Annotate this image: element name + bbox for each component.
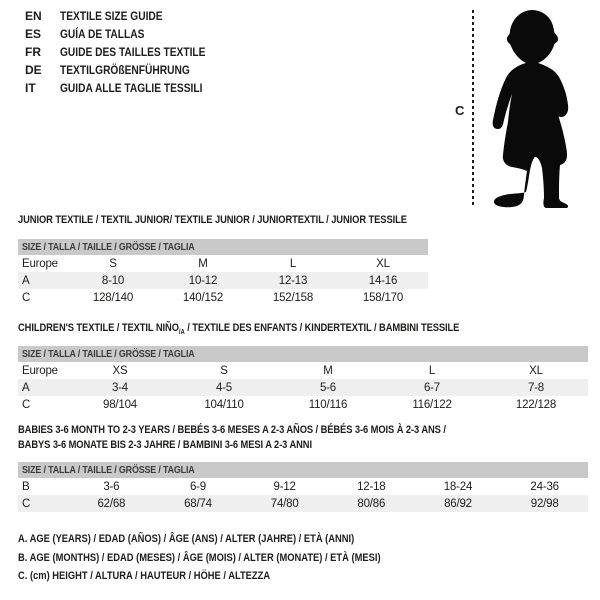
row-label: A: [22, 381, 30, 394]
size-cell: 3-4: [111, 381, 129, 394]
size-cell: XS: [112, 364, 128, 377]
size-cell: 86/92: [444, 497, 472, 510]
row-label: B: [22, 480, 30, 493]
size-cell: 10-12: [188, 274, 218, 287]
size-header-label: SIZE / TALLA / TAILLE / GRÖSSE / TAGLIA: [22, 464, 195, 476]
size-cell: 92/98: [530, 497, 559, 510]
size-cell: 12-18: [357, 480, 386, 493]
language-code: DE: [25, 63, 42, 77]
size-cell: M: [323, 364, 333, 377]
language-code: ES: [25, 27, 42, 41]
table-row: [18, 289, 428, 306]
legend-line-b: B. AGE (MONTHS) / EDAD (MESES) / ÂGE (MOIS) / ALTER (MONATE) / ETÀ (MESI): [18, 551, 381, 564]
language-code: EN: [25, 9, 42, 23]
size-cell: S: [109, 257, 117, 270]
row-label: A: [22, 274, 30, 287]
size-header-label: SIZE / TALLA / TAILLE / GRÖSSE / TAGLIA: [22, 241, 195, 253]
size-cell: 12-13: [278, 274, 308, 287]
row-label: C: [22, 291, 31, 304]
language-list: [25, 7, 231, 97]
junior-table-title: JUNIOR TEXTILE / TEXTIL JUNIOR/ TEXTILE JUNIOR / JUNIORTEXTIL / JUNIOR TESSILE: [18, 214, 407, 226]
children-size-table: [18, 346, 588, 413]
size-cell: 74/80: [270, 497, 299, 510]
size-cell: 116/122: [412, 398, 452, 411]
table-row: [18, 396, 588, 413]
table-row: [18, 272, 428, 289]
baby-silhouette-icon: [487, 8, 583, 208]
language-row: [25, 7, 231, 25]
height-dotted-line: [472, 10, 474, 208]
size-header-bar: [18, 239, 428, 255]
language-row: [25, 43, 231, 61]
table-row: [18, 255, 428, 272]
height-measure-label: C: [455, 103, 465, 118]
babies-size-table: [18, 462, 588, 512]
size-cell: 98/104: [103, 398, 137, 411]
row-label: C: [22, 497, 31, 510]
size-cell: 122/128: [515, 398, 557, 411]
size-cell: L: [289, 257, 297, 270]
size-cell: 14-16: [368, 274, 398, 287]
size-cell: 128/140: [92, 291, 134, 304]
size-cell: 9-12: [273, 480, 296, 493]
size-cell: 24-36: [530, 480, 559, 493]
size-cell: 5-6: [319, 381, 337, 394]
size-cell: 7-8: [527, 381, 545, 394]
size-cell: 80/86: [357, 497, 386, 510]
babies-table-title: BABIES 3-6 MONTH TO 2-3 YEARS / BEBÉS 3-6 MESES A 2-3 AÑOS / BÉBÉS 3-6 MOIS À 2-3 ANS / BABYS 3-6 MONATE BIS 2-3 JAHRE / BAMBINI 3-6 MESI A 2-3 ANNI: [18, 424, 446, 451]
size-header-label: SIZE / TALLA / TAILLE / GRÖSSE / TAGLIA: [22, 348, 195, 360]
row-label: Europe: [22, 257, 58, 270]
size-cell: 140/152: [182, 291, 224, 304]
row-label: Europe: [22, 364, 58, 377]
size-cell: XL: [376, 257, 390, 270]
language-row: [25, 61, 231, 79]
children-table-title: CHILDREN'S TEXTILE / TEXTIL $NIÑO_{/A}$ / TEXTILE DES ENFANTS / KINDERTEXTIL / BAMBINI TESSILE: [18, 322, 460, 337]
size-cell: XL: [529, 364, 543, 377]
language-label: TEXTILGRÖßENFÜHRUNG: [60, 63, 190, 77]
language-label: GUIDE DES TAILLES TEXTILE: [60, 45, 206, 59]
language-label: GUIDA ALLE TAGLIE TESSILI: [60, 81, 203, 95]
language-code: FR: [25, 45, 41, 59]
language-label: TEXTILE SIZE GUIDE: [60, 9, 163, 23]
size-cell: 152/158: [272, 291, 314, 304]
size-header-bar: [18, 462, 588, 478]
legend-line-c: C. (cm) HEIGHT / ALTURA / HAUTEUR / HÖHE / ALTEZZA: [18, 570, 271, 582]
junior-size-table: [18, 239, 428, 306]
legend-line-a: A. AGE (YEARS) / EDAD (AÑOS) / ÂGE (ANS) / ALTER (JAHRE) / ETÀ (ANNI): [18, 533, 355, 545]
language-row: [25, 79, 231, 97]
size-cell: 3-6: [103, 480, 120, 493]
title-subscript: /A: [178, 329, 185, 337]
size-cell: 158/170: [362, 291, 404, 304]
table-row: [18, 362, 588, 379]
size-cell: 62/68: [97, 497, 126, 510]
table-row: [18, 495, 588, 512]
size-cell: 18-24: [443, 480, 473, 493]
row-label: C: [22, 398, 31, 411]
table-row: [18, 379, 588, 396]
language-row: [25, 25, 231, 43]
size-cell: 104/110: [204, 398, 244, 411]
language-label: GUÍA DE TALLAS: [60, 27, 145, 41]
size-cell: 6-9: [189, 480, 206, 493]
size-cell: 110/116: [308, 398, 348, 411]
size-cell: 68/74: [184, 497, 212, 510]
size-cell: M: [198, 257, 208, 270]
language-code: IT: [25, 81, 36, 95]
size-cell: 8-10: [101, 274, 125, 287]
table-row: [18, 478, 588, 495]
size-cell: 6-7: [423, 381, 441, 394]
measure-legend: [18, 530, 445, 586]
size-cell: L: [428, 364, 436, 377]
size-cell: S: [220, 364, 228, 377]
size-header-bar: [18, 346, 588, 362]
size-cell: 4-5: [215, 381, 233, 394]
